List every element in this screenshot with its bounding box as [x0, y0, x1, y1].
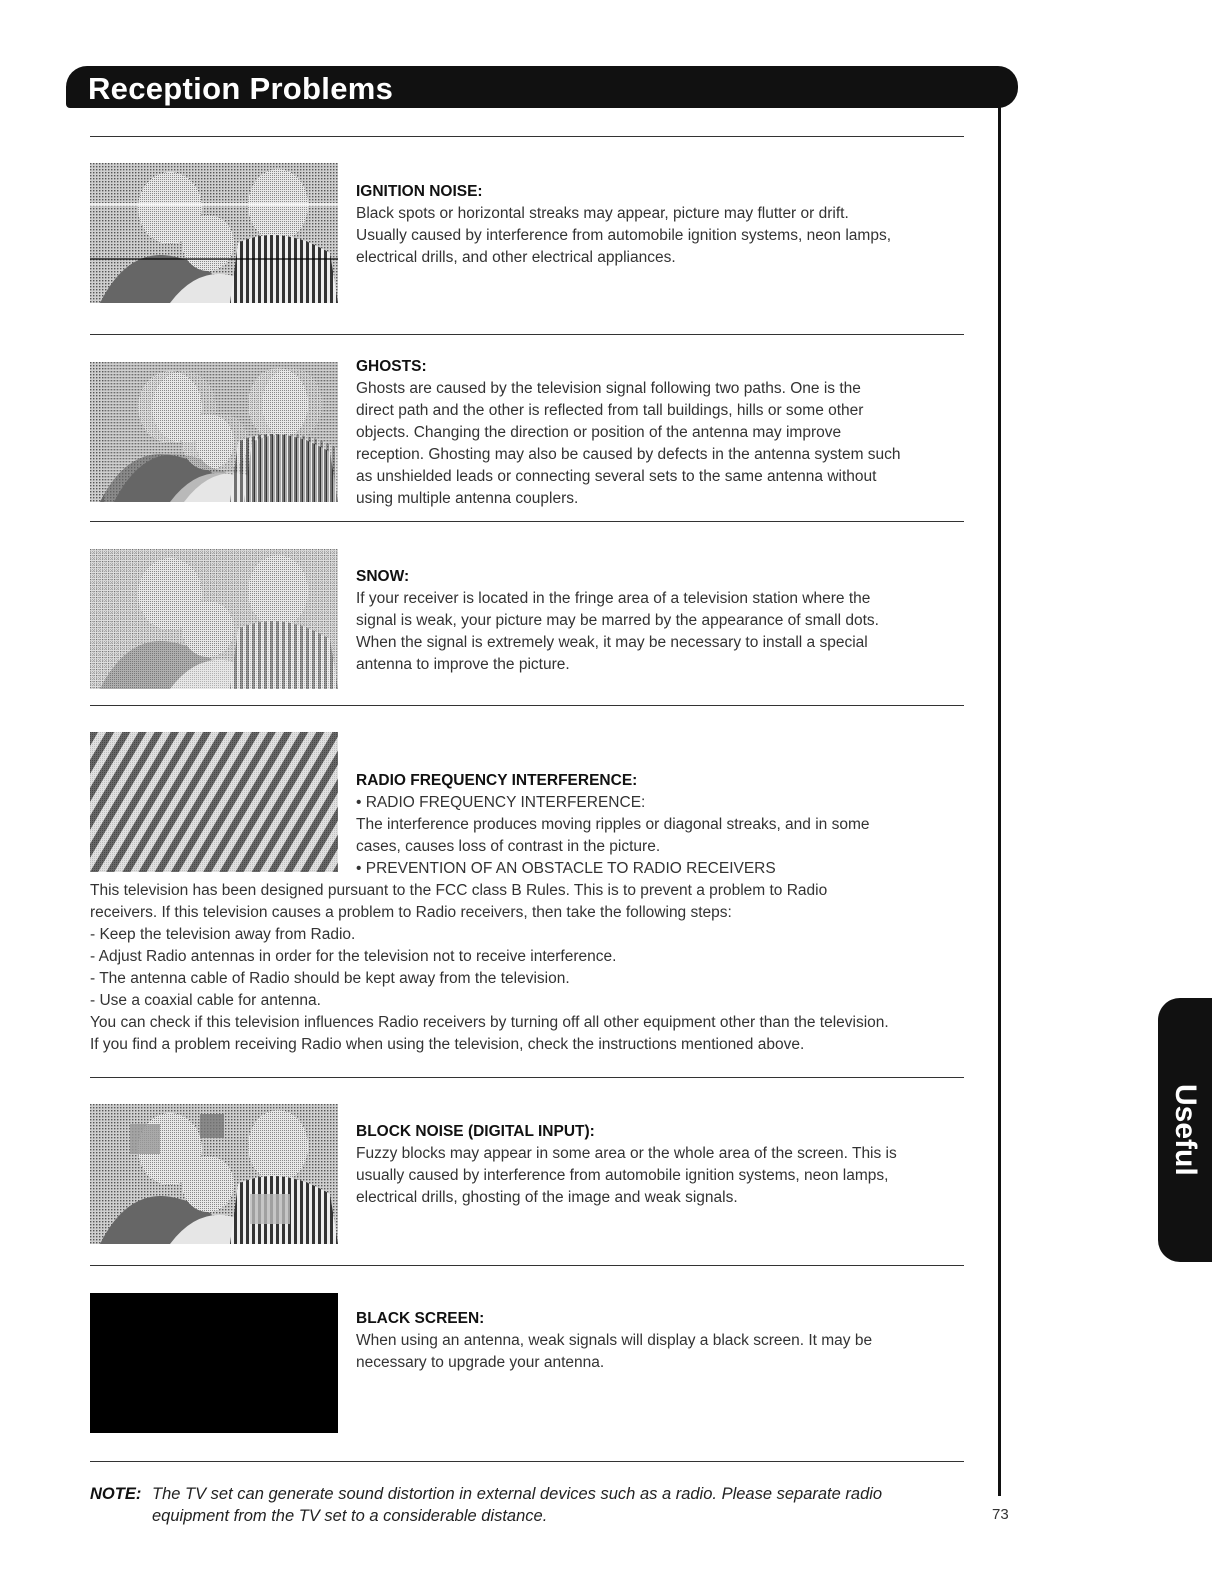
section-text: If your receiver is located in the fringe area of a television station where the: [356, 590, 871, 607]
detail-text: receivers. If this television causes a problem to Radio receivers, then take the following steps:: [90, 904, 732, 921]
note-text: The TV set can generate sound distortion in external devices such as a radio. Please separate radio: [152, 1485, 883, 1503]
section-text: electrical drills, and other electrical appliances.: [356, 249, 676, 266]
section-text: direct path and the other is reflected from tall buildings, hills or some other: [356, 402, 864, 419]
section-heading: SNOW:: [356, 568, 410, 585]
black-screen-section: [356, 1308, 968, 1374]
radio-interference-photo: [90, 732, 338, 872]
divider: [90, 1265, 964, 1266]
section-text: When the signal is extremely weak, it may be necessary to install a special: [356, 634, 868, 651]
section-text: usually caused by interference from automobile ignition systems, neon lamps,: [356, 1167, 889, 1184]
section-text: using multiple antenna couplers.: [356, 490, 579, 507]
ignition-noise-section: [356, 181, 968, 269]
detail-text: - Use a coaxial cable for antenna.: [90, 992, 321, 1009]
block-noise-section: [356, 1121, 968, 1209]
section-text: objects. Changing the direction or position of the antenna may improve: [356, 424, 842, 441]
divider: [90, 334, 964, 335]
section-heading: BLACK SCREEN:: [356, 1310, 485, 1327]
note-label: NOTE:: [90, 1485, 142, 1503]
divider: [90, 705, 964, 706]
detail-text: You can check if this television influences Radio receivers by turning off all other equipment other than the television.: [90, 1014, 889, 1031]
ignition-noise-photo: [90, 163, 338, 303]
section-text: antenna to improve the picture.: [356, 656, 570, 673]
page-title: Reception Problems: [88, 71, 394, 106]
section-text: Black spots or horizontal streaks may appear, picture may flutter or drift.: [356, 205, 849, 222]
section-heading: GHOSTS:: [356, 358, 427, 375]
radio-interference-details: [90, 880, 970, 1056]
section-text: Ghosts are caused by the television signal following two paths. One is the: [356, 380, 861, 397]
divider: [90, 1461, 964, 1462]
block-noise-photo: [90, 1104, 338, 1244]
section-text: Usually caused by interference from automobile ignition systems, neon lamps,: [356, 227, 892, 244]
detail-text: - The antenna cable of Radio should be kept away from the television.: [90, 970, 570, 987]
section-text: reception. Ghosting may also be caused by defects in the antenna system such: [356, 446, 901, 463]
ghosts-section: [356, 356, 968, 510]
divider: [90, 521, 964, 522]
detail-text: - Keep the television away from Radio.: [90, 926, 356, 943]
section-text: Fuzzy blocks may appear in some area or the whole area of the screen. This is: [356, 1145, 897, 1162]
section-heading: RADIO FREQUENCY INTERFERENCE:: [356, 772, 638, 789]
ghosts-photo: [90, 362, 338, 502]
section-text: When using an antenna, weak signals will display a black screen. It may be: [356, 1332, 873, 1349]
section-text: signal is weak, your picture may be marred by the appearance of small dots.: [356, 612, 879, 629]
section-text: The interference produces moving ripples or diagonal streaks, and in some: [356, 816, 870, 833]
note-text: equipment from the TV set to a considerable distance.: [152, 1507, 548, 1525]
section-heading: BLOCK NOISE (DIGITAL INPUT):: [356, 1123, 595, 1140]
divider: [90, 1077, 964, 1078]
radio-interference-section: [356, 770, 968, 880]
section-heading: IGNITION NOISE:: [356, 183, 483, 200]
section-text: • PREVENTION OF AN OBSTACLE TO RADIO RECEIVERS: [356, 860, 776, 877]
detail-text: If you find a problem receiving Radio when using the television, check the instructions mentioned above.: [90, 1036, 805, 1053]
detail-text: This television has been designed pursuant to the FCC class B Rules. This is to prevent a problem to Radio: [90, 882, 828, 899]
note: [90, 1483, 970, 1527]
snow-section: [356, 566, 968, 676]
side-tab-label: Useful Information: [1125, 1047, 1202, 1213]
page-number: 73: [992, 1506, 1009, 1523]
section-text: • RADIO FREQUENCY INTERFERENCE:: [356, 794, 646, 811]
section-text: necessary to upgrade your antenna.: [356, 1354, 605, 1371]
section-text: cases, causes loss of contrast in the picture.: [356, 838, 661, 855]
vertical-rule: [998, 90, 1001, 1496]
section-text: electrical drills, ghosting of the image and weak signals.: [356, 1189, 738, 1206]
detail-text: - Adjust Radio antennas in order for the television not to receive interference.: [90, 948, 617, 965]
black-screen-photo: [90, 1293, 338, 1433]
snow-photo: [90, 549, 338, 689]
divider: [90, 136, 964, 137]
section-text: as unshielded leads or connecting several sets to the same antenna without: [356, 468, 877, 485]
